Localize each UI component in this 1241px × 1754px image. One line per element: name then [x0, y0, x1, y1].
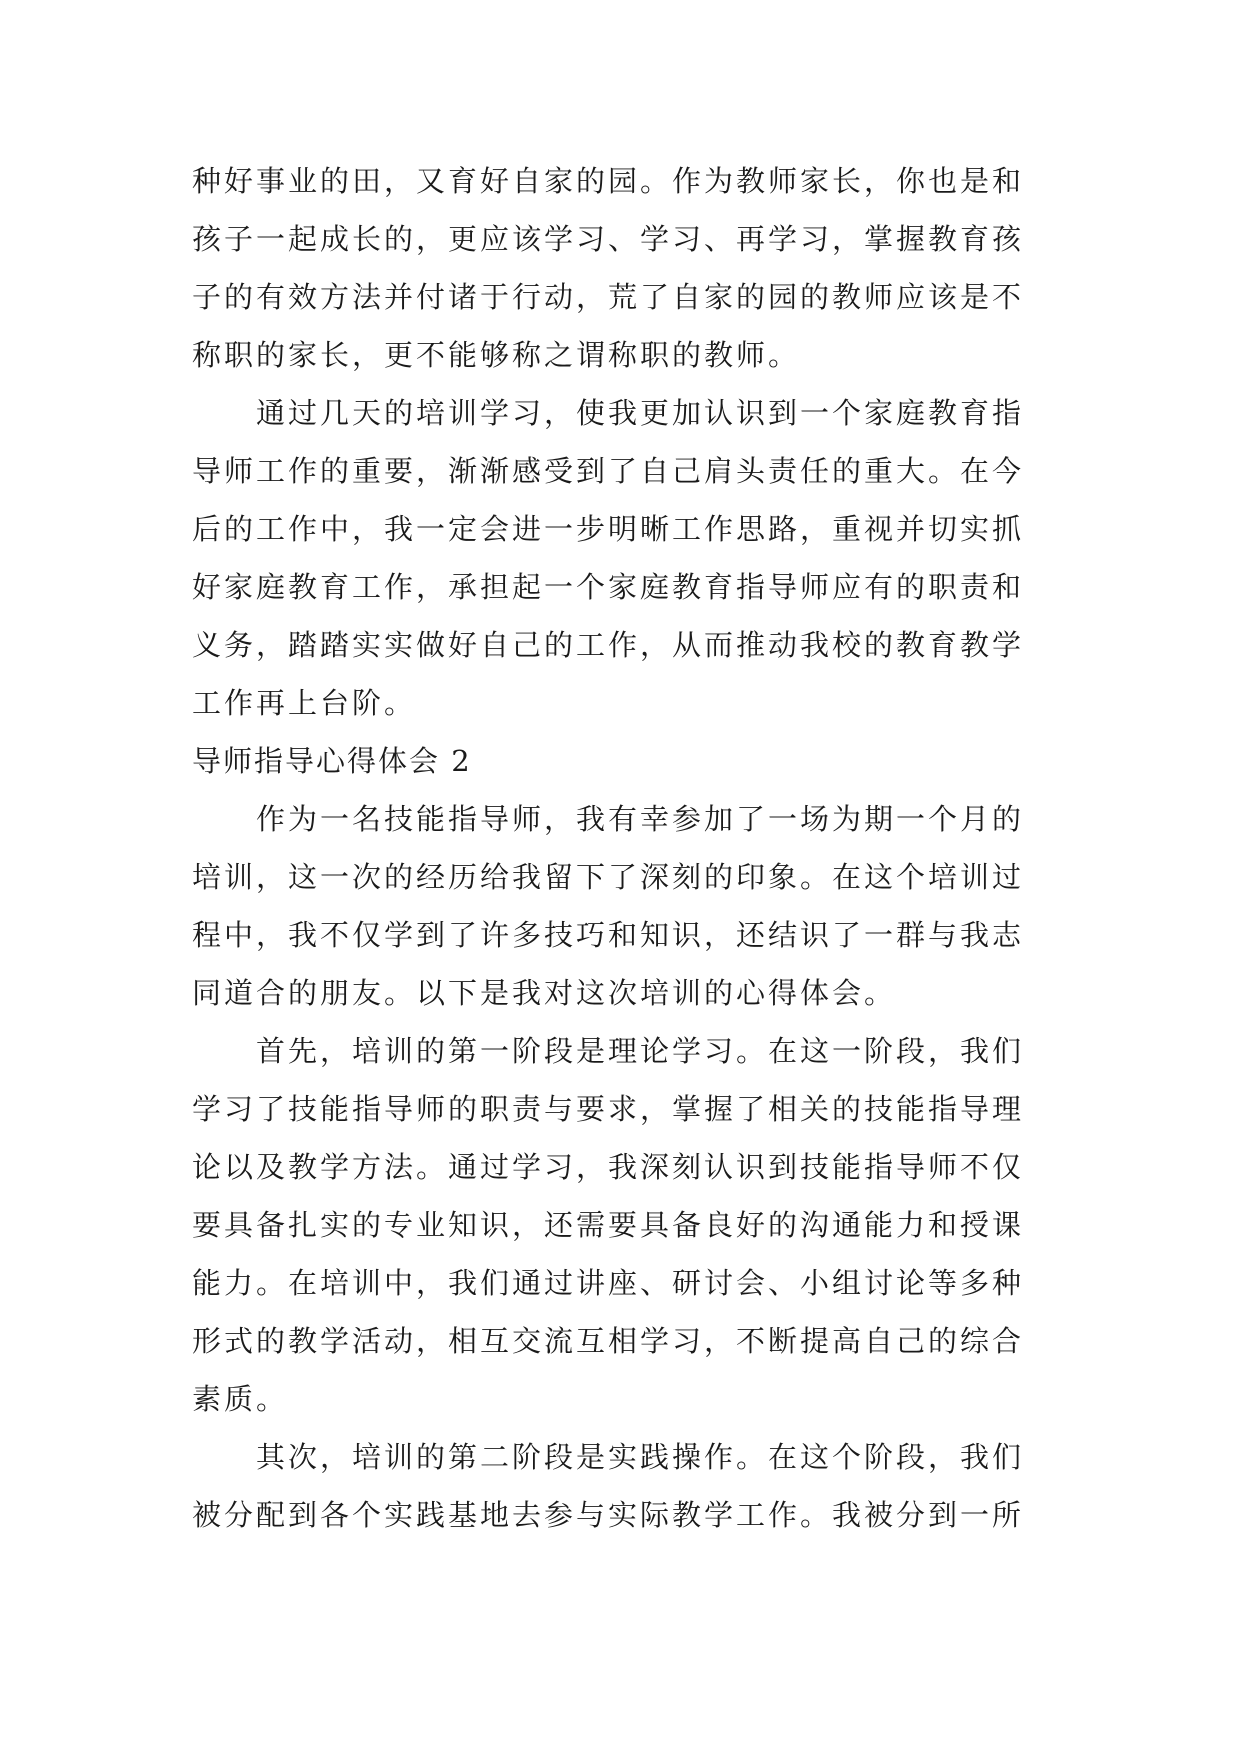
body-paragraph: 首先，培训的第一阶段是理论学习。在这一阶段，我们学习了技能指导师的职责与要求，掌握了相关的技能指导理论以及教学方法。通过学习，我深刻认识到技能指导师不仅要具备扎实的专业知识，还需要具备良好的沟通能力和授课能力。在培训中，我们通过讲座、研讨会、小组讨论等多种形式的教学活动，相互交流互相学习，不断提高自己的综合素质。 — [192, 1034, 1025, 1416]
body-paragraph: 通过几天的培训学习，使我更加认识到一个家庭教育指导师工作的重要，渐渐感受到了自己肩头责任的重大。在今后的工作中，我一定会进一步明晰工作思路，重视并切实抓好家庭教育工作，承担起一个家庭教育指导师应有的职责和义务，踏踏实实做好自己的工作，从而推动我校的教育教学工作再上台阶。 — [192, 396, 1025, 720]
body-paragraph: 作为一名技能指导师，我有幸参加了一场为期一个月的培训，这一次的经历给我留下了深刻的印象。在这个培训过程中，我不仅学到了许多技巧和知识，还结识了一群与我志同道合的朋友。以下是我对这次培训的心得体会。 — [192, 802, 1025, 1010]
document-body — [192, 152, 1052, 1544]
body-paragraph: 种好事业的田，又育好自家的园。作为教师家长，你也是和孩子一起成长的，更应该学习、学习、再学习，掌握教育孩子的有效方法并付诸于行动，荒了自家的园的教师应该是不称职的家长，更不能够称之谓称职的教师。 — [192, 164, 1025, 372]
body-paragraph: 其次，培训的第二阶段是实践操作。在这个阶段，我们被分配到各个实践基地去参与实际教学工作。我被分到一所 — [192, 1440, 1025, 1532]
section-heading: 导师指导心得体会 2 — [192, 744, 472, 778]
